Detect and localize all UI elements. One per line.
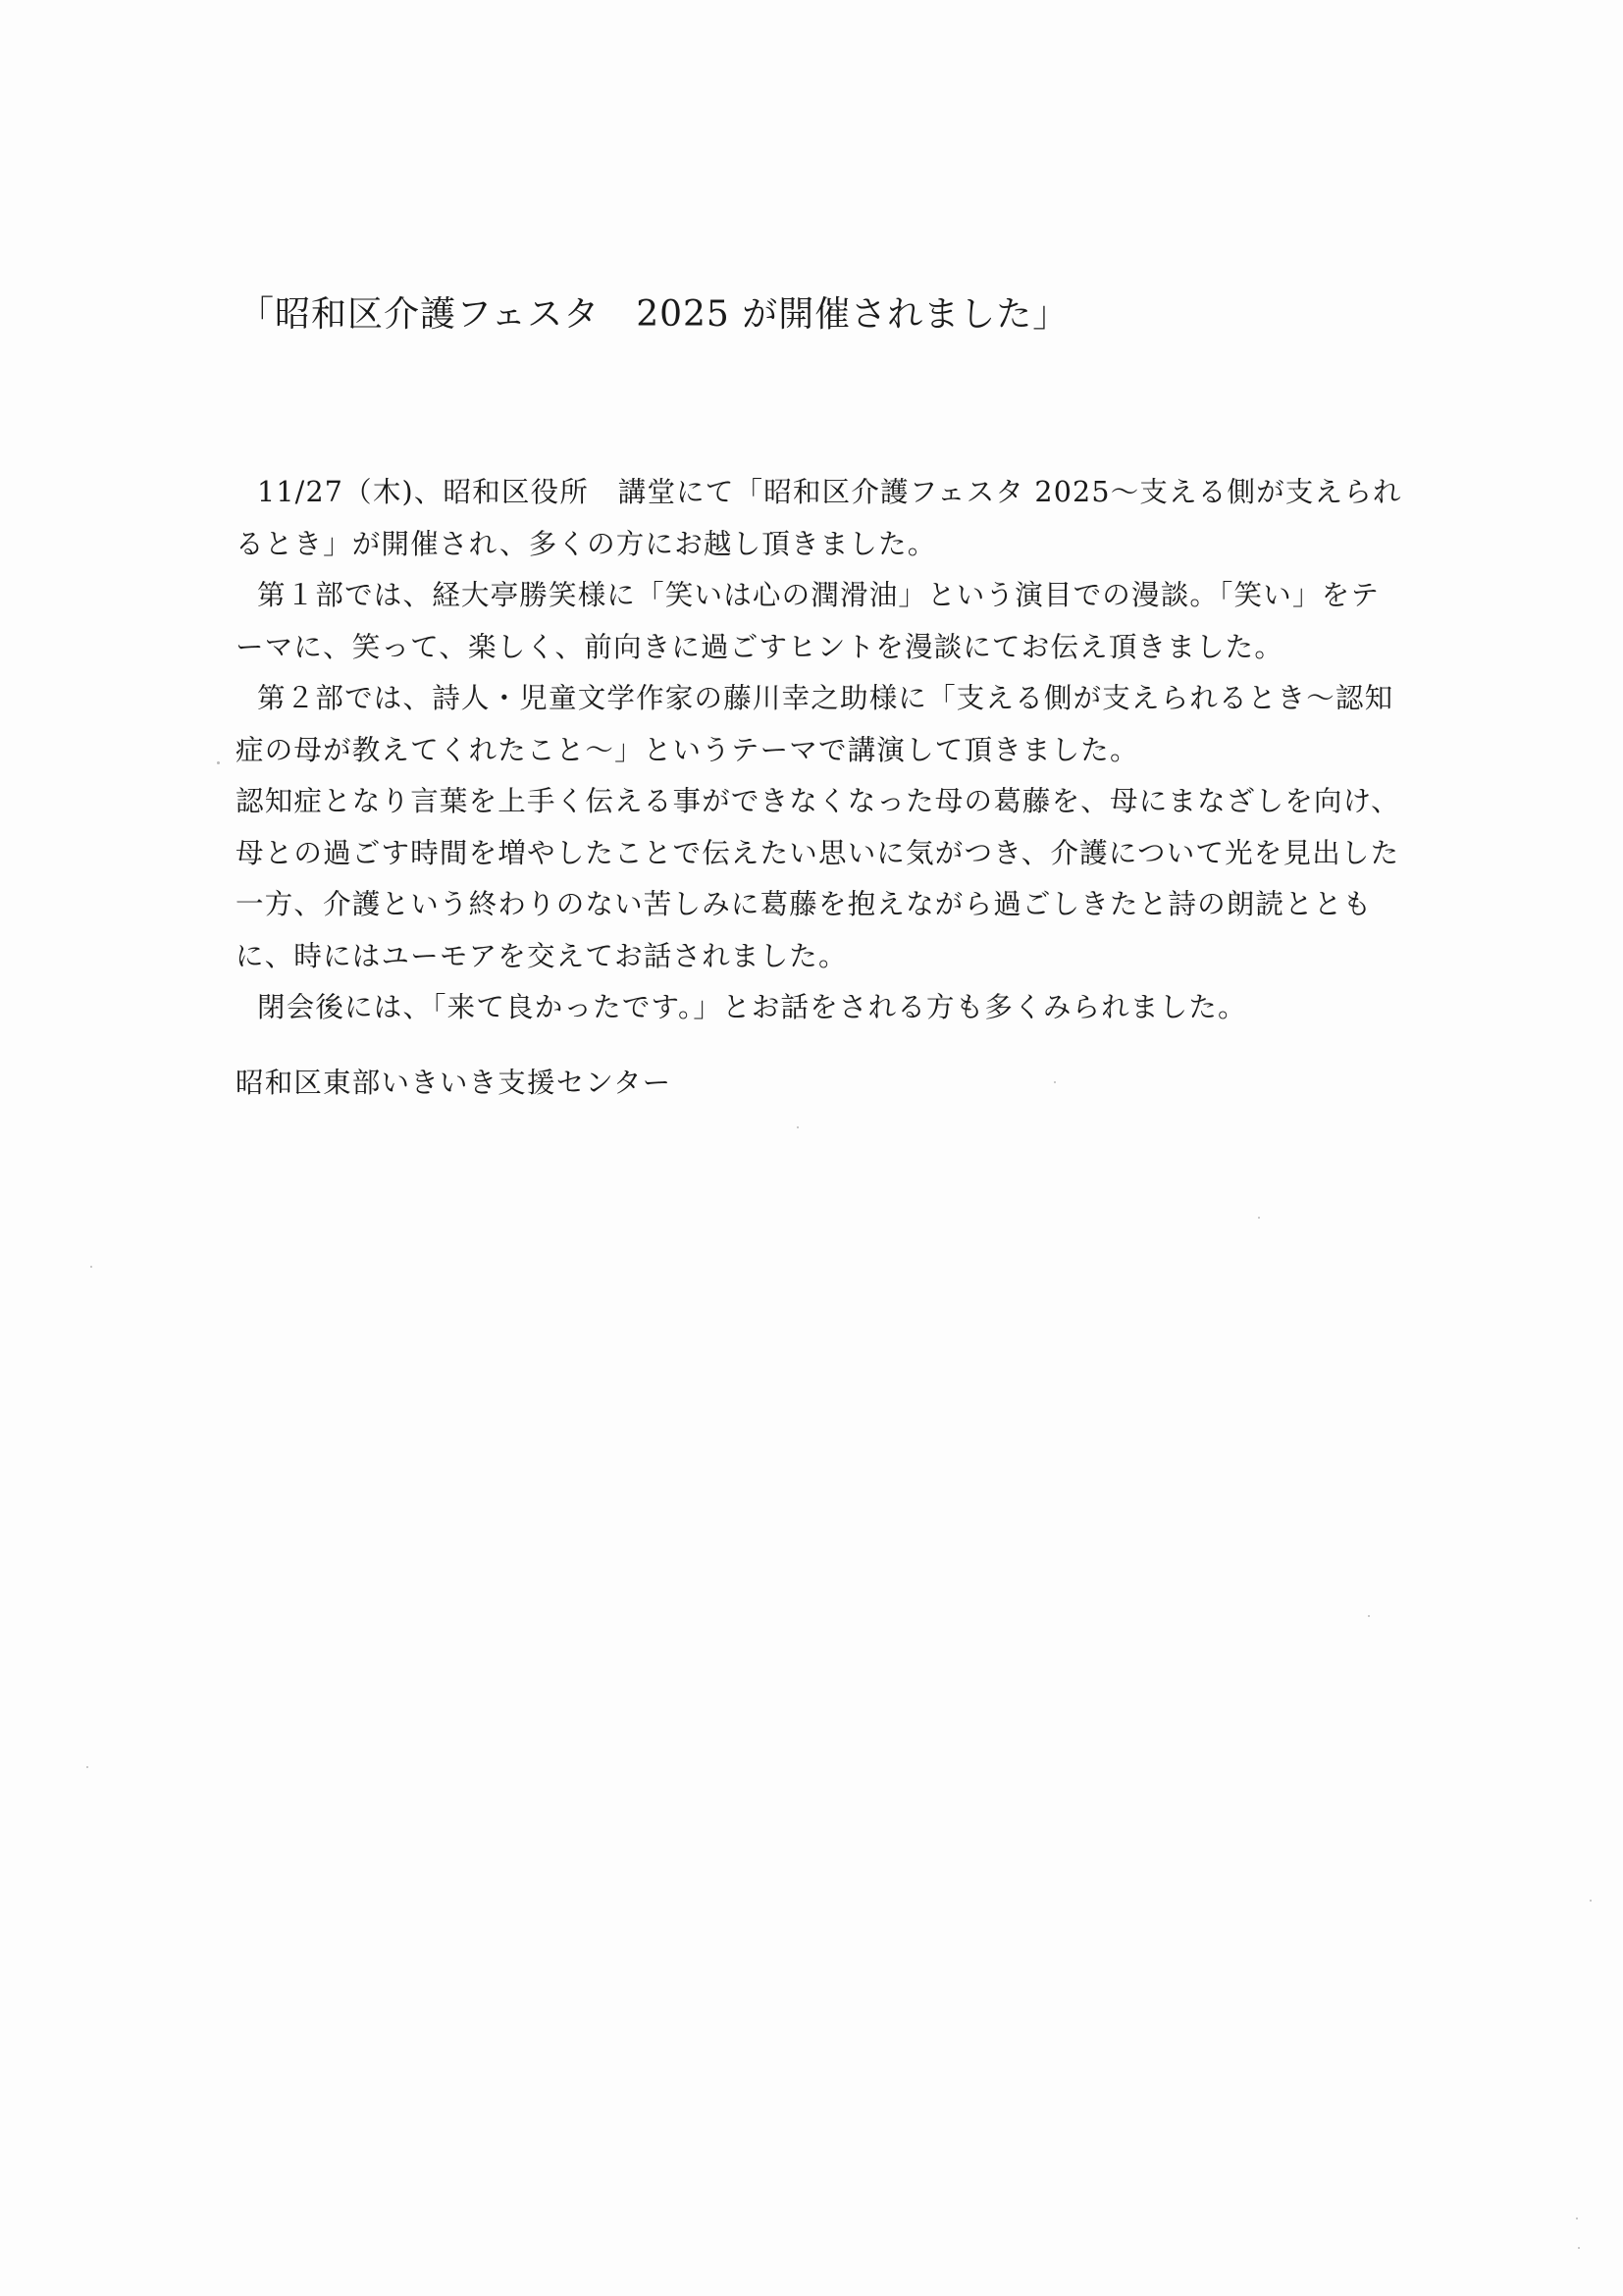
body-line-2: るとき」が開催され、多くの方にお越し頂きました。 bbox=[236, 527, 937, 560]
scan-speck bbox=[86, 1766, 88, 1768]
body-line-9: 一方、介護という終わりのない苦しみに葛藤を抱えながら過ごしきたと詩の朗読ととも bbox=[236, 888, 1373, 920]
scan-speck bbox=[797, 1126, 799, 1128]
body-line-10: に、時にはユーモアを交えてお話されました。 bbox=[236, 939, 848, 972]
scan-speck bbox=[1576, 2218, 1578, 2219]
scan-speck bbox=[1258, 1217, 1260, 1219]
scan-speck bbox=[1368, 1615, 1370, 1617]
body-line-3: 第１部では、経大亭勝笑様に「笑いは心の潤滑油」という演目での漫談。「笑い」をテ bbox=[257, 579, 1381, 611]
body-line-4: ーマに、笑って、楽しく、前向きに過ごすヒントを漫談にてお伝え頂きました。 bbox=[236, 630, 1284, 663]
scan-speck bbox=[1590, 1900, 1592, 1902]
body-line-7: 認知症となり言葉を上手く伝える事ができなくなった母の葛藤を、母にまなざしを向け、 bbox=[236, 785, 1400, 817]
scan-speck bbox=[217, 761, 220, 764]
scan-speck bbox=[90, 1266, 92, 1268]
signature: 昭和区東部いきいき支援センター bbox=[236, 1067, 672, 1099]
body-line-5: 第２部では、詩人・児童文学作家の藤川幸之助様に「支える側が支えられるとき～認知 bbox=[257, 682, 1394, 714]
document-body bbox=[236, 467, 1402, 1034]
body-line-1: 11/27（木)、昭和区役所 講堂にて「昭和区介護フェスタ 2025～支える側が支えられ bbox=[257, 476, 1402, 508]
body-line-6: 症の母が教えてくれたこと～」というテーマで講演して頂きました。 bbox=[236, 733, 1139, 766]
document-title: 「昭和区介護フェスタ 2025 が開催されました」 bbox=[238, 294, 1070, 335]
scan-speck bbox=[1578, 2247, 1580, 2249]
body-line-11: 閉会後には、「来て良かったです。」とお話をされる方も多くみられました。 bbox=[257, 991, 1247, 1023]
scan-speck bbox=[1054, 1081, 1056, 1083]
body-line-8: 母との過ごす時間を増やしたことで伝えたい思いに気がつき、介護について光を見出した bbox=[236, 836, 1400, 869]
